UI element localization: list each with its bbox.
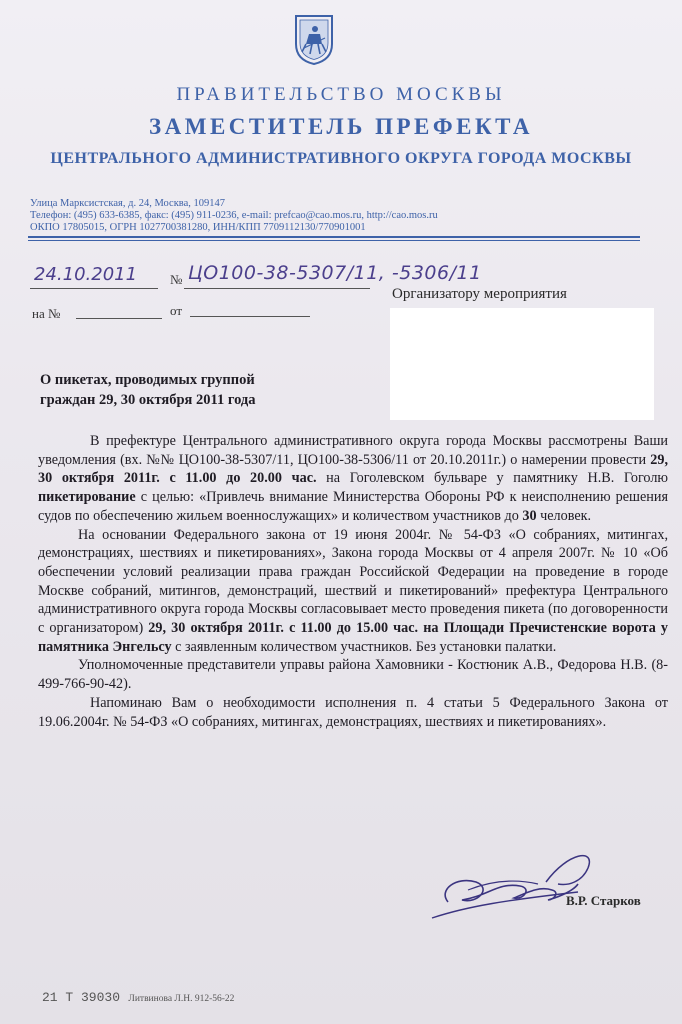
redacted-recipient-block	[390, 308, 654, 420]
reference-underline	[76, 318, 162, 319]
outgoing-number: ЦО100-38-5307/11, -5306/11	[188, 262, 482, 284]
letterhead-rule	[28, 236, 640, 238]
from-label: от	[170, 303, 183, 318]
letterhead-district: ЦЕНТРАЛЬНОГО АДМИНИСТРАТИВНОГО ОКРУГА ГОРОДА МОСКВЫ	[50, 150, 632, 167]
signer-name: В.Р. Старков	[566, 893, 641, 908]
letter-body	[38, 432, 668, 731]
number-underline	[184, 288, 370, 289]
letterhead-government: ПРАВИТЕЛЬСТВО МОСКВЫ	[176, 84, 506, 105]
document-code: 21 Т 39030	[42, 990, 121, 1005]
body-text: на Гоголевском бульваре у памятнику Н.В. Гоголю	[316, 470, 668, 487]
number-label: №	[170, 272, 183, 287]
body-text: с целью: «Привлечь внимание Министерства Обороны РФ к неисполнению решения судов по обеспечению жильем военнослужащих» и количеством участников до	[38, 489, 668, 524]
subject-line-2: граждан 29, 30 октября 2011 года	[40, 392, 256, 408]
body-bold-text: 30	[522, 507, 537, 524]
letter-subject	[40, 370, 255, 410]
letterhead-rule-thin	[28, 240, 640, 241]
letterhead-address: Улица Марксистская, д. 24, Москва, 109147	[30, 198, 226, 209]
letterhead-position: ЗАМЕСТИТЕЛЬ ПРЕФЕКТА	[149, 114, 533, 139]
body-text: с заявленным количеством участников. Без установки палатки.	[171, 638, 557, 655]
body-text: человек.	[536, 507, 592, 524]
handwritten-signature	[428, 842, 598, 922]
footer	[42, 990, 234, 1005]
body-bold-text: 29, 30 октября 2011г. с 11.00 до 20.00 час.	[38, 451, 668, 487]
executor-info: Литвинова Л.Н. 912-56-22	[128, 994, 235, 1004]
date-underline	[30, 288, 158, 289]
body-paragraph-1	[38, 432, 668, 526]
moscow-coat-of-arms-icon	[292, 14, 336, 66]
body-bold-text: 29, 30 октября 2011г. с 11.00 до 15.00 час. на Площади Пречистенские ворота у памятника Энгельсу	[38, 620, 668, 655]
body-text: На основании Федерального закона от 19 июня 2004г. № 54-ФЗ «О собраниях, митингах, демонстрациях, шествиях и пикетированиях», Закона города Москвы от 4 апреля 2007г. № 10 «Об обеспечении условий реализации права граждан Российской Федерации на проведение в городе Москве собраний, митингов, демонстраций, шествий и пикетирований» префектура Центрального административного округа города Москвы согласовывает место проведения пикета (по договоренности с организатором)	[38, 526, 668, 637]
body-paragraph-3: Уполномоченные представители управы района Хамовники - Костюник А.В., Федорова Н.В. (8-499-766-90-42).	[38, 657, 668, 693]
reference-label: на №	[32, 306, 61, 321]
body-bold-text: пикетирование	[38, 489, 136, 506]
body-paragraph-4: Напоминаю Вам о необходимости исполнения п. 4 статьи 5 Федерального Закона от 19.06.2004г. № 54-ФЗ «О собраниях, митингах, демонстрациях, шествиях и пикетированиях».	[38, 694, 668, 730]
body-text: В префектуре Центрального административного округа города Москвы рассмотрены Ваши уведомления (вх. №№ ЦО100-38-5307/11, ЦО100-38-5306/11 от 20.10.2011г.) о намерении провести	[38, 433, 668, 468]
letterhead-codes: ОКПО 17805015, ОГРН 1027700381280, ИНН/КПП 7709112130/770901001	[30, 222, 366, 233]
body-paragraph-2	[38, 526, 668, 657]
letterhead-phones: Телефон: (495) 633-6385, факс: (495) 911-0236, e-mail: prefcao@cao.mos.ru, http://cao.mos.ru	[30, 210, 438, 221]
subject-line-1: О пикетах, проводимых группой	[40, 372, 255, 388]
recipient-label: Организатору мероприятия	[392, 286, 567, 302]
outgoing-date: 24.10.2011	[34, 264, 138, 285]
from-underline	[190, 316, 310, 317]
